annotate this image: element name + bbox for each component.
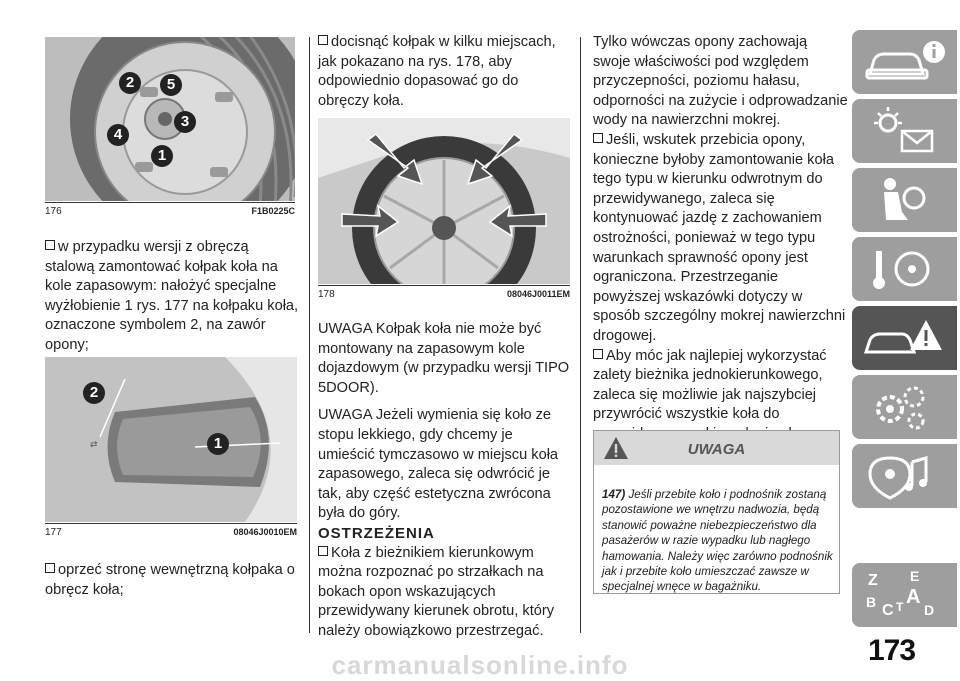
callout-4: 4 — [107, 124, 129, 146]
column-divider — [309, 37, 310, 633]
bullet-square-icon — [593, 133, 603, 143]
callout-1: 1 — [207, 433, 229, 455]
column-divider — [580, 37, 581, 633]
bullet-square-icon — [318, 546, 328, 556]
warning-title: UWAGA — [687, 441, 746, 458]
index-letter: Z — [868, 572, 878, 589]
column-2-upper — [318, 33, 570, 111]
list-item: docisnąć kołpak w kilku miejscach, jak pokazano na rys. 178, aby odpowiednio dopasować go do obręczy koła. — [318, 34, 556, 109]
figure-number: 177 — [45, 527, 62, 538]
figure-code: F1B0225C — [251, 206, 295, 216]
figure-177-image — [45, 357, 297, 522]
index-letter: C — [882, 602, 894, 619]
warning-header — [594, 431, 839, 465]
callout-2: 2 — [119, 72, 141, 94]
side-tab-airbag[interactable] — [852, 168, 957, 232]
column-2-lower — [318, 320, 570, 642]
figure-number: 178 — [318, 289, 335, 300]
callout-3: 3 — [174, 111, 196, 133]
list-item: Koła z bieżnikiem kierunkowym można rozpoznać po strzałkach na bokach opon wskazujących przewidywany kierunek obrotu, który należy obowiązkowo przestrzegać. — [318, 544, 555, 639]
index-letter: B — [866, 594, 877, 610]
callout-5: 5 — [160, 74, 182, 96]
bullet-square-icon — [45, 563, 55, 573]
warning-text: 147) Jeśli przebite koło i podnośnik zostaną pozostawione we wnętrzu nadwozia, będą stanowić poważne niebezpieczeństwo dla pasażerów w razie wypadku lub nagłego hamowania. Należy więc zarówno podnośnik jak i przebite koło umieszczać zawsze w specjalnej wnęce w bagażniku. — [602, 488, 833, 594]
column-3 — [593, 33, 848, 444]
bullet-square-icon — [593, 349, 603, 359]
side-tab-breakdown[interactable] — [852, 306, 957, 370]
side-tab-multimedia[interactable] — [852, 444, 957, 508]
index-letter: A — [906, 586, 921, 608]
callout-1: 1 — [151, 145, 173, 167]
figure-178 — [318, 118, 570, 301]
figure-177 — [45, 357, 297, 539]
multimedia-icon — [852, 444, 957, 508]
car-breakdown-icon — [852, 306, 957, 370]
side-tab-warning-lights[interactable] — [852, 99, 957, 163]
car-info-icon — [852, 30, 957, 94]
paragraph: UWAGA Kołpak koła nie może być montowany na zapasowym kole dojazdowym (w przypadku wersji TIPO 5DOOR). — [318, 321, 570, 396]
list-item: Jeśli, wskutek przebicia opony, konieczne byłoby zamontowanie koła tego typu w kierunku odwrotnym do przewidywanego, zaleca się kontynuować jazdę z zachowaniem ostrożności, ponieważ w tego typu warunkach sprawność opony jest ograniczona. Przestrzeganie powyższej wskazówki dotyczy w sposób szczególny mokrej nawierzchni drogowej. — [593, 131, 846, 344]
index-letters-icon — [852, 563, 957, 627]
list-item: oprzeć stronę wewnętrzną kołpaka o obręcz koła; — [45, 562, 295, 598]
index-letter: D — [924, 602, 935, 618]
bullet-square-icon — [318, 35, 328, 45]
section-heading: OSTRZEŻENIA — [318, 524, 435, 542]
index-letter: E — [910, 568, 920, 584]
warning-box — [593, 430, 840, 594]
column-1-upper — [45, 238, 300, 356]
warning-lights-icon — [852, 99, 957, 163]
side-tab-car-info[interactable] — [852, 30, 957, 94]
gears-icon — [852, 375, 957, 439]
list-item: w przypadku wersji z obręczą stalową zamontować kołpak koła na kole zapasowym: nałożyć specjalne wyżłobienie 1 rys. 177 na kołpaku koła, oznaczone symbolem 2, na zawór opony; — [45, 239, 299, 353]
side-tab-maintenance[interactable] — [852, 375, 957, 439]
list-item: Aby móc jak najlepiej wykorzystać zalety bieżnika jednokierunkowego, zaleca się możliwie jak najszybciej przywrócić wszystkie koła do — [593, 347, 827, 423]
bullet-square-icon — [45, 240, 55, 250]
page-number: 173 — [868, 634, 916, 667]
svg-text:⇄: ⇄ — [90, 440, 98, 450]
paragraph: UWAGA Jeżeli wymienia się koło ze stopu lekkiego, gdy chcemy je umieścić tymczasowo w miejscu koła zapasowego, zaleca się odwrócić je tak, aby część estetyczna zwrócona była do góry. — [318, 407, 559, 522]
index-letter: T — [896, 600, 904, 614]
callout-2: 2 — [83, 382, 105, 404]
figure-176-caption — [45, 202, 295, 217]
airbag-seat-icon — [852, 168, 957, 232]
side-tab-key-steering[interactable] — [852, 237, 957, 301]
figure-177-caption — [45, 523, 297, 538]
side-tab-index[interactable] — [852, 563, 957, 627]
column-1-lower — [45, 561, 300, 600]
watermark: carmanualsonline.info — [331, 650, 629, 680]
figure-176-image — [45, 37, 295, 201]
figure-number: 176 — [45, 206, 62, 217]
figure-178-image — [318, 118, 570, 284]
figure-176 — [45, 37, 295, 218]
figure-code: 08046J0010EM — [233, 527, 297, 537]
figure-code: 08046J0011EM — [506, 289, 570, 299]
key-steering-icon — [852, 237, 957, 301]
figure-178-caption — [318, 285, 570, 300]
paragraph: Tylko wówczas opony zachowają swoje właściwości pod względem przyczepności, poziomu hałasu, odporności na zużycie i odprowadzanie wody na nawierzchni mokrej. — [593, 34, 848, 129]
